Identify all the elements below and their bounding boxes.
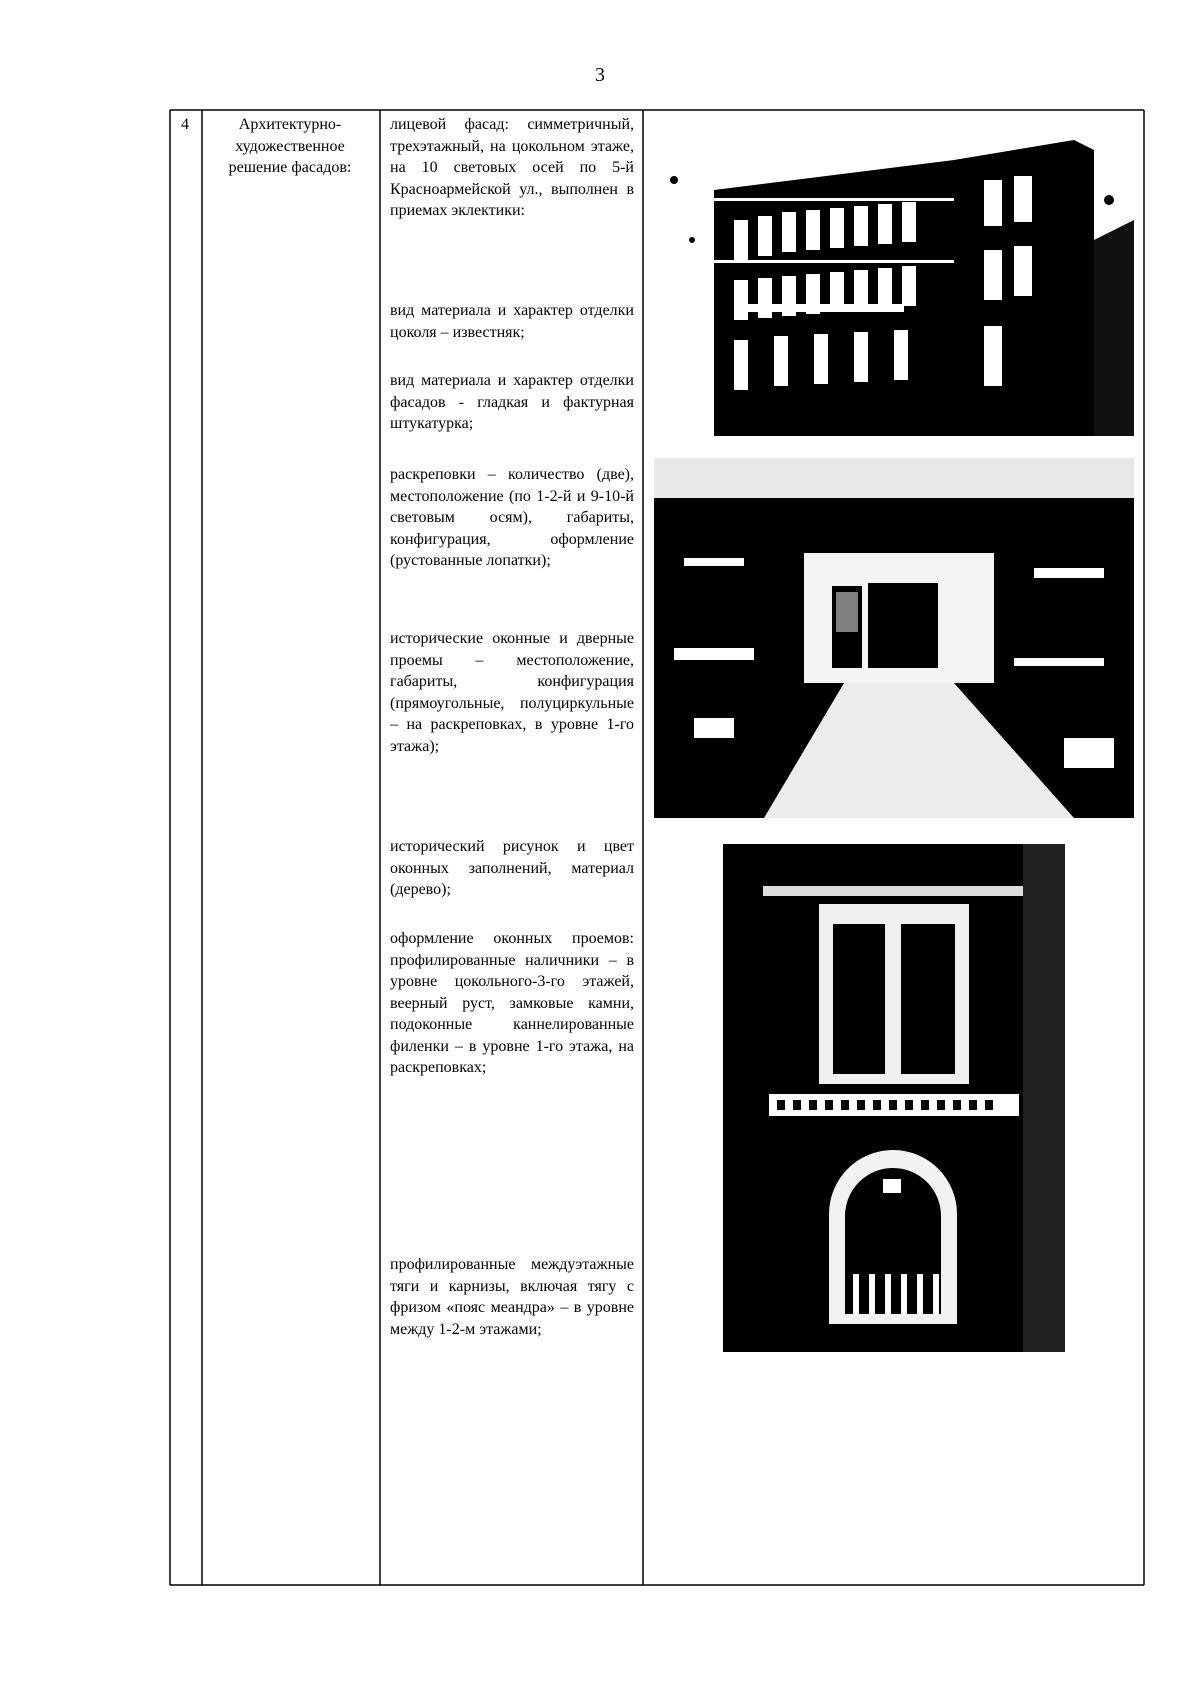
- building-facade-photo: [654, 120, 1134, 436]
- window-detail-photo: [723, 844, 1065, 1352]
- paragraph-2: вид материала и характер отделки цоколя – известняк;: [390, 302, 634, 341]
- paragraph-6: исторический рисунок и цвет оконных заполнений, материал (дерево);: [390, 838, 634, 898]
- paragraph-8: профилированные междуэтажные тяги и карнизы, включая тягу с фризом «пояс меандра» – в уровне между 1-2-м этажами;: [390, 1256, 634, 1338]
- paragraph-5: исторические оконные и дверные проемы – местоположение, габариты, конфигурация (прямоугольные, полуциркульные – на раскреповках, в уровне 1-го этажа);: [390, 630, 634, 755]
- paragraph-7: оформление оконных проемов: профилированные наличники – в уровне цокольного-3-го этажей, веерный руст, замковые камни, подоконные каннелированные филенки – в уровне 1-го этажа, на раскреповках;: [390, 930, 634, 1076]
- paragraph-1: лицевой фасад: симметричный, трехэтажный, на цокольном этаже, на 10 световых осей по 5-й Красноармейской ул., выполнен в приемах эклектики:: [390, 116, 634, 219]
- page-number: 3: [595, 64, 605, 86]
- entrance-doorway-photo: [654, 458, 1134, 818]
- paragraph-4: раскреповки – количество (две), местоположение (по 1-2-й и 9-10-й световым осям), габариты, конфигурация, оформление (рустованные лопатки);: [390, 466, 634, 569]
- row-number: 4: [181, 116, 189, 133]
- paragraph-3: вид материала и характер отделки фасадов - гладкая и фактурная штукатурка;: [390, 372, 634, 432]
- row-label: Архитектурно-художественное решение фасадов:: [228, 116, 352, 176]
